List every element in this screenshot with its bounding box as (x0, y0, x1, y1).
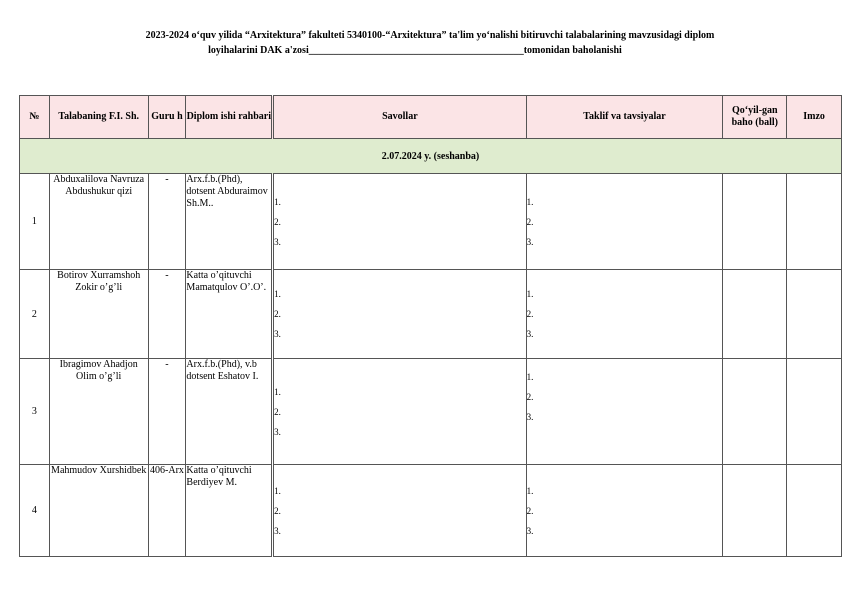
suggestion-item: 3. (526, 525, 534, 536)
suggestion-item: 2. (526, 505, 534, 516)
header-num: № (20, 96, 50, 139)
grade-cell[interactable] (723, 359, 787, 465)
question-item: 1. (274, 386, 281, 397)
questions-cell[interactable] (273, 465, 526, 557)
questions-cell[interactable] (273, 174, 526, 270)
group-cell: - (148, 270, 186, 359)
group-cell: - (148, 359, 186, 465)
suggestion-item: 1. (526, 485, 534, 496)
suggestions-cell[interactable] (526, 359, 723, 465)
group-cell: - (148, 174, 186, 270)
header-group: Guru h (148, 96, 186, 139)
question-item: 2. (274, 406, 281, 417)
suggestion-item: 2. (526, 309, 534, 319)
group-cell: 406-Arx (148, 465, 186, 557)
suggestions-cell[interactable] (526, 465, 723, 557)
question-item: 2. (274, 505, 281, 516)
date-row (20, 139, 842, 174)
question-item: 3. (274, 525, 281, 536)
table-header-row (20, 96, 842, 139)
date-cell: 2.07.2024 y. (seshanba) (20, 139, 842, 174)
suggestion-item: 1. (526, 372, 534, 382)
suggestion-item: 2. (526, 216, 534, 227)
questions-cell[interactable] (273, 359, 526, 465)
advisor-cell: Katta o’qituvchi Berdiyev M. (186, 465, 273, 557)
suggestions-cell[interactable] (526, 174, 723, 270)
question-item: 3. (274, 236, 281, 247)
title-line-2: loyihalarini DAK a'zosi___________________________________________tomonidan baholanishi (208, 45, 622, 56)
suggestion-item: 1. (526, 196, 534, 207)
student-name: Botirov Xurramshoh Zokir o’g’li (49, 270, 148, 359)
question-item: 1. (274, 485, 281, 496)
header-questions: Savollar (273, 96, 526, 139)
student-name: Mahmudov Xurshidbek (49, 465, 148, 557)
header-student: Talabaning F.I. Sh. (49, 96, 148, 139)
row-num: 4 (20, 465, 50, 557)
row-num: 1 (20, 174, 50, 270)
grade-cell[interactable] (723, 174, 787, 270)
signature-cell[interactable] (787, 359, 842, 465)
questions-cell[interactable] (273, 270, 526, 359)
signature-cell[interactable] (787, 270, 842, 359)
question-item: 1. (274, 289, 281, 299)
header-advisor: Diplom ishi rahbari (186, 96, 273, 139)
question-item: 2. (274, 309, 281, 319)
header-grade: Qo‘yil-gan baho (ball) (723, 96, 787, 139)
grade-cell[interactable] (723, 270, 787, 359)
advisor-cell: Arx.f.b.(Phd), v.b dotsent Eshatov I. (186, 359, 273, 465)
title-line-1: 2023-2024 o‘quv yilida “Arxitektura” fakulteti 5340100-“Arxitektura” ta'lim yo‘nalishi bitiruvchi talabalarining mavzusidagi diplom (145, 30, 715, 41)
suggestions-cell[interactable] (526, 270, 723, 359)
signature-cell[interactable] (787, 174, 842, 270)
suggestion-item: 3. (526, 236, 534, 247)
student-name: Ibragimov Ahadjon Olim o’g’li (49, 359, 148, 465)
table-row (20, 465, 842, 557)
grade-cell[interactable] (723, 465, 787, 557)
question-item: 2. (274, 216, 281, 227)
signature-cell[interactable] (787, 465, 842, 557)
table-row (20, 270, 842, 359)
advisor-cell: Katta o’qituvchi Mamatqulov O’.O’. (186, 270, 273, 359)
suggestion-item: 3. (526, 412, 534, 422)
suggestion-item: 2. (526, 392, 534, 402)
suggestion-item: 3. (526, 329, 534, 339)
table-row (20, 174, 842, 270)
evaluation-table (19, 95, 842, 557)
document-title (60, 28, 800, 58)
header-suggestions: Taklif va tavsiyalar (526, 96, 723, 139)
question-item: 3. (274, 329, 281, 339)
row-num: 2 (20, 270, 50, 359)
row-num: 3 (20, 359, 50, 465)
question-item: 1. (274, 196, 281, 207)
question-item: 3. (274, 426, 281, 437)
suggestion-item: 1. (526, 289, 534, 299)
header-signature: Imzo (787, 96, 842, 139)
advisor-cell: Arx.f.b.(Phd), dotsent Abduraimov Sh.M.. (186, 174, 273, 270)
table-row (20, 359, 842, 465)
student-name: Abduxalilova Navruza Abdushukur qizi (49, 174, 148, 270)
